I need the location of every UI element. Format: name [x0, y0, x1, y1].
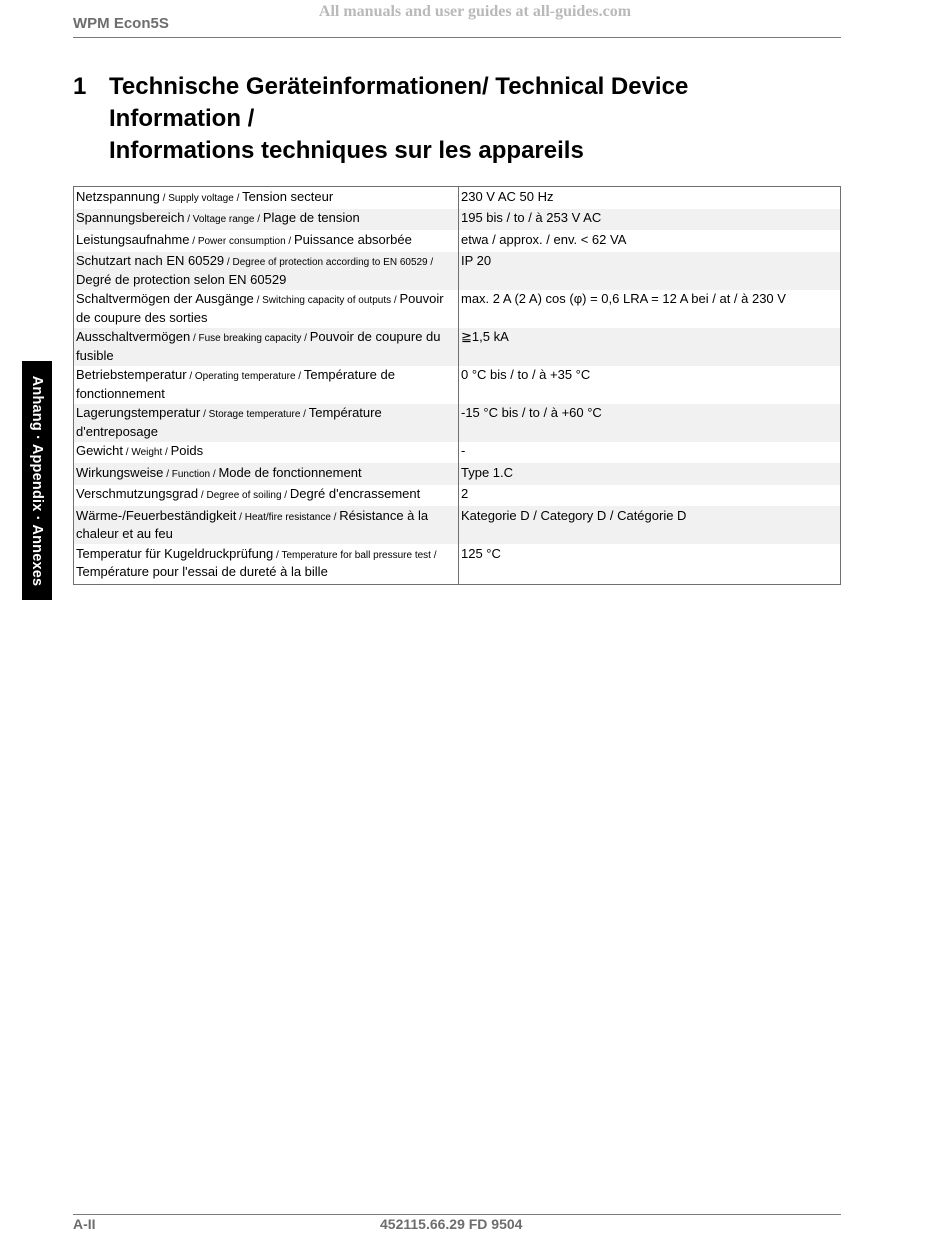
separator: /	[295, 371, 304, 382]
parameter-en: Heat/fire resistance	[244, 511, 331, 523]
separator: /	[301, 333, 310, 344]
parameter-de: Lagerungstemperatur	[76, 405, 201, 420]
parameter-fr: Degré de protection selon EN 60529	[76, 271, 287, 287]
parameter-fr: Température de fonctionnement	[76, 367, 395, 401]
watermark: All manuals and user guides at all-guides.com	[318, 3, 632, 20]
parameter-cell	[74, 485, 459, 507]
separator: /	[427, 257, 434, 268]
value-cell: etwa / approx. / env. < 62 VA	[461, 231, 627, 247]
side-tab	[22, 361, 52, 600]
parameter-de: Verschmutzungsgrad	[76, 486, 199, 501]
parameter-fr: Température pour l'essai de dureté à la bille	[76, 564, 328, 579]
parameter-fr: Mode de fonctionnement	[218, 464, 362, 480]
parameter-de: Ausschaltvermögen	[76, 329, 191, 344]
header-title: WPM Econ5S	[73, 15, 169, 32]
separator: /	[190, 333, 199, 344]
table-row	[74, 463, 841, 485]
separator: /	[162, 447, 171, 458]
document-number: 452115.66.29 FD 9504	[380, 1216, 523, 1232]
parameter-de: Wirkungsweise	[76, 464, 164, 480]
value-cell: -15 °C bis / to / à +60 °C	[459, 404, 841, 442]
separator: /	[159, 192, 169, 204]
footer-divider	[73, 1214, 841, 1215]
section-title-line: Technische Geräteinformationen/ Technical Device	[109, 73, 689, 100]
parameter-en: Voltage range	[192, 214, 255, 225]
value-cell: -	[461, 443, 466, 458]
table-row	[74, 404, 841, 442]
value-cell: Kategorie D / Category D / Catégorie D	[459, 506, 841, 544]
header-divider	[73, 37, 841, 38]
table-row	[74, 506, 841, 544]
table-row	[74, 544, 841, 584]
separator: /	[254, 214, 263, 225]
parameter-cell	[74, 290, 459, 328]
parameter-en: Degree of protection according to EN 60529	[232, 257, 428, 268]
parameter-de: Schutzart nach EN 60529	[76, 253, 225, 268]
parameter-en: Function	[171, 468, 211, 480]
separator: /	[300, 409, 309, 420]
table-row	[74, 366, 841, 404]
parameter-fr: Pouvoir de coupure des sorties	[76, 291, 444, 325]
parameter-en: Switching capacity of outputs	[262, 295, 392, 306]
separator: /	[184, 214, 193, 225]
value-cell: 125 °C	[461, 545, 501, 561]
separator: /	[189, 235, 198, 247]
separator: /	[236, 511, 245, 523]
parameter-en: Storage temperature	[208, 409, 301, 420]
parameter-en: Weight	[131, 447, 163, 458]
technical-data-table	[73, 186, 841, 585]
page-number: A-II	[73, 1216, 96, 1232]
parameter-de: Betriebstemperatur	[76, 367, 187, 382]
separator: /	[186, 371, 195, 382]
table-row	[74, 187, 841, 209]
separator: /	[285, 235, 294, 247]
table-row	[74, 328, 841, 366]
separator: /	[163, 468, 172, 480]
parameter-en: Degree of soiling	[206, 490, 282, 501]
value-cell: 195 bis / to / à 253 V AC	[459, 209, 841, 231]
parameter-fr: Poids	[170, 443, 204, 458]
parameter-cell	[74, 442, 459, 464]
value-cell: Type 1.C	[459, 463, 841, 485]
parameter-de: Schaltvermögen der Ausgänge	[76, 291, 254, 306]
parameter-en: Operating temperature	[194, 371, 296, 382]
parameter-en: Power consumption	[197, 235, 286, 247]
table-row	[74, 230, 841, 252]
table-row	[74, 442, 841, 464]
value-cell: 2	[461, 486, 469, 501]
parameter-en: Temperature for ball pressure test	[281, 549, 431, 561]
parameter-cell	[74, 187, 459, 209]
section-title-line: Information /	[109, 105, 255, 132]
parameter-de: Leistungsaufnahme	[76, 231, 190, 247]
value-cell: IP 20	[459, 252, 841, 290]
separator: /	[281, 490, 290, 501]
separator: /	[224, 257, 233, 268]
parameter-fr: Résistance à la chaleur et au feu	[76, 507, 429, 541]
section-title	[109, 71, 793, 167]
side-tab-label: Anhang · Appendix · Annexes	[29, 375, 45, 587]
section-number: 1	[73, 73, 87, 100]
separator: /	[200, 409, 209, 420]
value-cell: 0 °C bis / to / à +35 °C	[461, 367, 591, 382]
parameter-de: Spannungsbereich	[76, 210, 185, 225]
parameter-cell	[74, 328, 459, 366]
value-cell: max. 2 A (2 A) cos (φ) = 0,6 LRA = 12 A bei / at / à 230 V	[461, 291, 786, 306]
parameter-cell	[74, 209, 459, 231]
parameter-en: Fuse breaking capacity	[198, 333, 302, 344]
parameter-fr: Degré d'encrassement	[289, 486, 421, 501]
section-title-line: Informations techniques sur les appareils	[109, 137, 584, 164]
parameter-cell	[74, 544, 459, 584]
table-row	[74, 209, 841, 231]
parameter-fr: Température d'entreposage	[76, 405, 382, 439]
parameter-cell	[74, 463, 459, 485]
separator: /	[198, 490, 207, 501]
parameter-en: Supply voltage	[168, 192, 234, 204]
parameter-de: Temperatur für Kugeldruckprüfung	[76, 545, 274, 561]
separator: /	[391, 295, 400, 306]
section-heading	[73, 71, 793, 167]
separator: /	[330, 511, 340, 523]
parameter-fr: Pouvoir de coupure du fusible	[76, 329, 441, 363]
table-row	[74, 252, 841, 290]
separator: /	[253, 295, 263, 306]
parameter-de: Wärme-/Feuerbeständigkeit	[76, 507, 237, 523]
separator: /	[210, 468, 219, 480]
value-cell: 230 V AC 50 Hz	[461, 188, 554, 204]
table-row	[74, 485, 841, 507]
parameter-cell	[74, 230, 459, 252]
parameter-fr: Tension secteur	[242, 188, 334, 204]
parameter-fr: Plage de tension	[262, 210, 360, 225]
separator: /	[430, 549, 437, 561]
separator: /	[122, 447, 132, 458]
parameter-de: Netzspannung	[76, 188, 160, 204]
parameter-fr: Puissance absorbée	[294, 231, 412, 247]
parameter-cell	[74, 404, 459, 442]
parameter-de: Gewicht	[76, 443, 123, 458]
parameter-cell	[74, 252, 459, 290]
parameter-cell	[74, 506, 459, 544]
parameter-cell	[74, 366, 459, 404]
value-cell: ≧1,5 kA	[459, 328, 841, 366]
table-row	[74, 290, 841, 328]
technical-data-table-body	[74, 187, 841, 585]
separator: /	[233, 192, 243, 204]
separator: /	[273, 549, 282, 561]
